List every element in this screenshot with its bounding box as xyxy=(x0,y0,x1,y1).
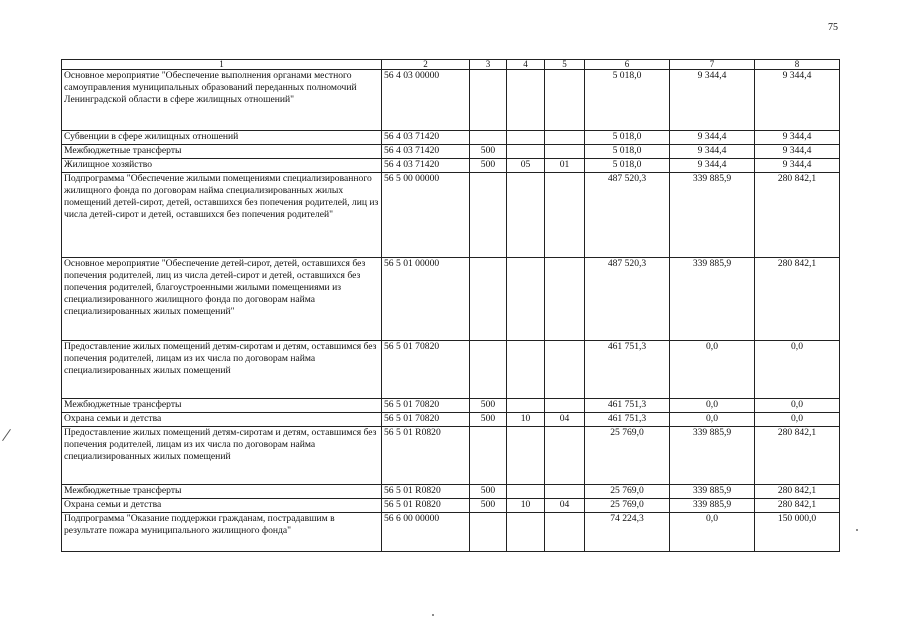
row-value-col7: 0,0 xyxy=(670,413,755,427)
row-value-col7: 339 885,9 xyxy=(670,258,755,341)
row-subsection xyxy=(545,70,585,131)
table-row xyxy=(62,499,840,513)
row-value-col6: 461 751,3 xyxy=(585,413,670,427)
table-row xyxy=(62,258,840,341)
row-subsection xyxy=(545,427,585,485)
row-code: 56 5 01 70820 xyxy=(382,341,470,399)
row-name: Основное мероприятие "Обеспечение детей-сирот, детей, оставшихся без попечения родителей, лиц из числа детей-сирот и детей, оставшихся без попечения родителей, благоустроенными жилыми помещениями из специализированного жилищного фонда по договорам найма специализированных жилых помещений" xyxy=(62,258,382,341)
table-row xyxy=(62,145,840,159)
row-section xyxy=(507,427,545,485)
table-row xyxy=(62,513,840,552)
row-value-col8: 280 842,1 xyxy=(755,173,840,258)
budget-table xyxy=(61,59,840,552)
header-cell: 4 xyxy=(507,60,545,70)
row-value-col7: 339 885,9 xyxy=(670,173,755,258)
row-value-col6: 461 751,3 xyxy=(585,399,670,413)
row-value-col7: 9 344,4 xyxy=(670,70,755,131)
row-expense-type: 500 xyxy=(470,159,507,173)
row-section xyxy=(507,485,545,499)
row-name: Межбюджетные трансферты xyxy=(62,485,382,499)
row-value-col8: 0,0 xyxy=(755,399,840,413)
row-name: Межбюджетные трансферты xyxy=(62,145,382,159)
row-section xyxy=(507,70,545,131)
stray-pen-mark xyxy=(2,429,11,441)
row-expense-type xyxy=(470,131,507,145)
row-value-col8: 280 842,1 xyxy=(755,499,840,513)
row-value-col7: 339 885,9 xyxy=(670,499,755,513)
row-expense-type xyxy=(470,513,507,552)
row-expense-type: 500 xyxy=(470,145,507,159)
row-value-col6: 74 224,3 xyxy=(585,513,670,552)
row-code: 56 5 01 R0820 xyxy=(382,499,470,513)
page-number: 75 xyxy=(828,22,838,33)
row-value-col8: 150 000,0 xyxy=(755,513,840,552)
row-value-col8: 0,0 xyxy=(755,413,840,427)
row-name: Охрана семьи и детства xyxy=(62,413,382,427)
row-subsection: 01 xyxy=(545,159,585,173)
row-value-col6: 25 769,0 xyxy=(585,499,670,513)
row-subsection xyxy=(545,399,585,413)
row-value-col6: 25 769,0 xyxy=(585,427,670,485)
row-section xyxy=(507,258,545,341)
row-expense-type xyxy=(470,258,507,341)
row-section: 05 xyxy=(507,159,545,173)
row-value-col8: 9 344,4 xyxy=(755,145,840,159)
table-row xyxy=(62,159,840,173)
row-expense-type: 500 xyxy=(470,399,507,413)
table-row xyxy=(62,70,840,131)
row-section xyxy=(507,513,545,552)
row-name: Предоставление жилых помещений детям-сиротам и детям, оставшимся без попечения родителей, лицам из их числа по договорам найма специализированных жилых помещений xyxy=(62,341,382,399)
row-value-col8: 9 344,4 xyxy=(755,70,840,131)
header-cell: 8 xyxy=(755,60,840,70)
table-row xyxy=(62,399,840,413)
row-value-col8: 9 344,4 xyxy=(755,159,840,173)
row-code: 56 4 03 00000 xyxy=(382,70,470,131)
row-expense-type xyxy=(470,341,507,399)
row-subsection xyxy=(545,131,585,145)
row-name: Охрана семьи и детства xyxy=(62,499,382,513)
row-subsection: 04 xyxy=(545,413,585,427)
row-expense-type xyxy=(470,70,507,131)
row-name: Подпрограмма "Оказание поддержки гражданам, пострадавшим в результате пожара муниципального жилищного фонда" xyxy=(62,513,382,552)
row-value-col7: 9 344,4 xyxy=(670,145,755,159)
row-value-col7: 339 885,9 xyxy=(670,485,755,499)
header-cell: 6 xyxy=(585,60,670,70)
table-row xyxy=(62,173,840,258)
row-value-col8: 9 344,4 xyxy=(755,131,840,145)
row-subsection xyxy=(545,513,585,552)
row-code: 56 6 00 00000 xyxy=(382,513,470,552)
row-value-col6: 5 018,0 xyxy=(585,131,670,145)
header-cell: 1 xyxy=(62,60,382,70)
row-value-col6: 25 769,0 xyxy=(585,485,670,499)
row-value-col6: 5 018,0 xyxy=(585,70,670,131)
row-value-col7: 9 344,4 xyxy=(670,131,755,145)
row-value-col7: 9 344,4 xyxy=(670,159,755,173)
row-value-col6: 487 520,3 xyxy=(585,173,670,258)
row-value-col6: 5 018,0 xyxy=(585,145,670,159)
row-section: 10 xyxy=(507,413,545,427)
row-section: 10 xyxy=(507,499,545,513)
row-value-col7: 0,0 xyxy=(670,399,755,413)
row-expense-type xyxy=(470,173,507,258)
header-cell: 5 xyxy=(545,60,585,70)
row-code: 56 4 03 71420 xyxy=(382,159,470,173)
row-expense-type: 500 xyxy=(470,485,507,499)
row-code: 56 5 00 00000 xyxy=(382,173,470,258)
row-value-col8: 280 842,1 xyxy=(755,427,840,485)
row-subsection xyxy=(545,485,585,499)
row-section xyxy=(507,131,545,145)
table-row xyxy=(62,427,840,485)
row-code: 56 4 03 71420 xyxy=(382,131,470,145)
table-row xyxy=(62,413,840,427)
row-value-col6: 487 520,3 xyxy=(585,258,670,341)
row-value-col8: 0,0 xyxy=(755,341,840,399)
row-subsection: 04 xyxy=(545,499,585,513)
row-section xyxy=(507,173,545,258)
row-expense-type: 500 xyxy=(470,413,507,427)
row-value-col8: 280 842,1 xyxy=(755,485,840,499)
row-expense-type xyxy=(470,427,507,485)
row-value-col7: 339 885,9 xyxy=(670,427,755,485)
row-name: Жилищное хозяйство xyxy=(62,159,382,173)
row-section xyxy=(507,399,545,413)
row-value-col6: 461 751,3 xyxy=(585,341,670,399)
table-row xyxy=(62,341,840,399)
row-subsection xyxy=(545,258,585,341)
row-name: Межбюджетные трансферты xyxy=(62,399,382,413)
header-cell: 3 xyxy=(470,60,507,70)
header-cell: 2 xyxy=(382,60,470,70)
row-subsection xyxy=(545,145,585,159)
row-code: 56 5 01 00000 xyxy=(382,258,470,341)
row-value-col7: 0,0 xyxy=(670,513,755,552)
table-row xyxy=(62,485,840,499)
row-name: Субвенции в сфере жилищных отношений xyxy=(62,131,382,145)
row-code: 56 4 03 71420 xyxy=(382,145,470,159)
row-section xyxy=(507,341,545,399)
header-cell: 7 xyxy=(670,60,755,70)
stray-dot xyxy=(856,529,858,531)
row-value-col8: 280 842,1 xyxy=(755,258,840,341)
row-name: Подпрограмма "Обеспечение жилыми помещениями специализированного жилищного фонда по договорам найма специализированных жилых помещений детей-сирот, детей, оставшихся без попечения родителей, лиц из числа детей-сирот и детей, оставшихся без попечения родителей" xyxy=(62,173,382,258)
table-row xyxy=(62,131,840,145)
row-code: 56 5 01 70820 xyxy=(382,413,470,427)
row-code: 56 5 01 70820 xyxy=(382,399,470,413)
row-subsection xyxy=(545,341,585,399)
row-value-col7: 0,0 xyxy=(670,341,755,399)
stray-dot xyxy=(432,614,434,616)
row-code: 56 5 01 R0820 xyxy=(382,485,470,499)
row-name: Основное мероприятие "Обеспечение выполнения органами местного самоуправления муниципальных образований переданных полномочий Ленинградской области в сфере жилищных отношений" xyxy=(62,70,382,131)
row-name: Предоставление жилых помещений детям-сиротам и детям, оставшимся без попечения родителей, лицам из их числа по договорам найма специализированных жилых помещений xyxy=(62,427,382,485)
row-code: 56 5 01 R0820 xyxy=(382,427,470,485)
row-section xyxy=(507,145,545,159)
header-row xyxy=(62,60,840,70)
row-expense-type: 500 xyxy=(470,499,507,513)
row-value-col6: 5 018,0 xyxy=(585,159,670,173)
row-subsection xyxy=(545,173,585,258)
